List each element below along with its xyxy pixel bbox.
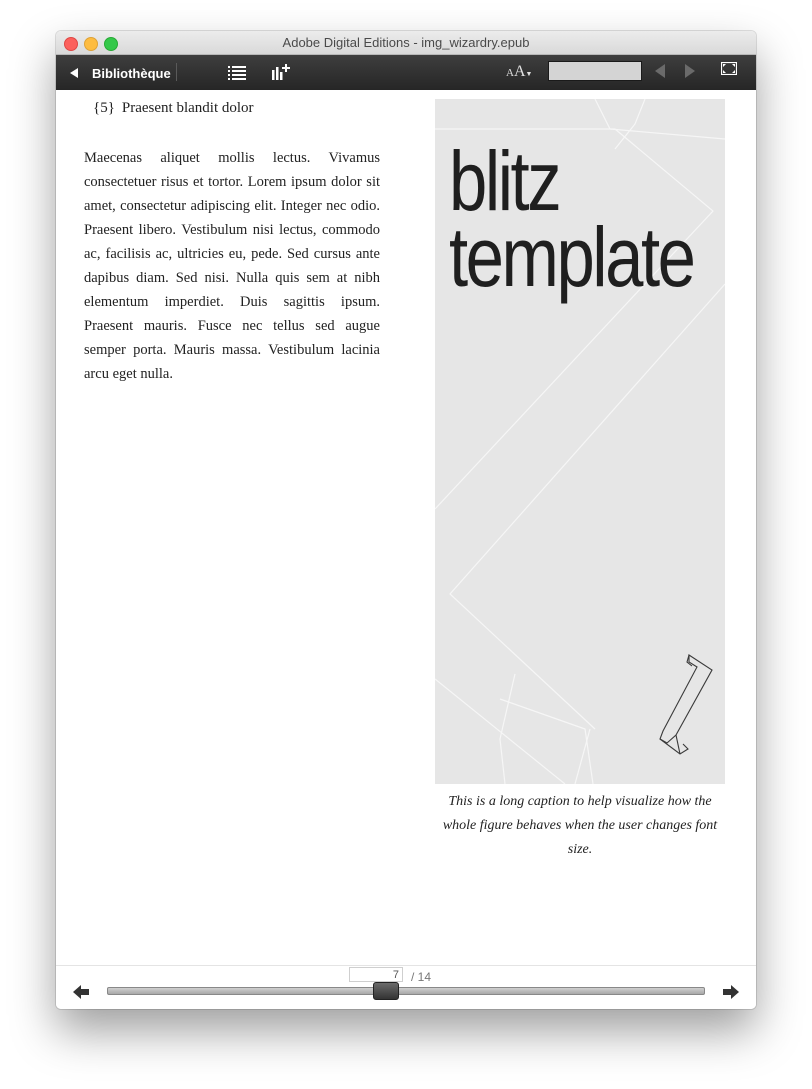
- page-slider-track[interactable]: [107, 987, 705, 995]
- window-title: Adobe Digital Editions - img_wizardry.epub: [282, 35, 530, 50]
- library-back-label: Bibliothèque: [92, 65, 171, 81]
- list-icon[interactable]: [228, 64, 246, 80]
- font-size-button[interactable]: AA▼: [506, 63, 533, 80]
- app-window: [56, 31, 756, 1009]
- next-arrow-icon[interactable]: [685, 64, 695, 78]
- figure-caption: This is a long caption to help visualize how the whole figure behaves when the user changes font size.: [442, 794, 718, 857]
- page-navigation-bar: [56, 965, 756, 1009]
- page-slider-thumb[interactable]: [373, 982, 399, 1000]
- back-arrow-icon: [70, 68, 78, 78]
- figure-title: blitz template: [449, 134, 694, 304]
- section-number: {5}: [93, 100, 115, 116]
- previous-page-arrow-icon[interactable]: [72, 983, 90, 1001]
- fullscreen-icon[interactable]: [721, 62, 737, 75]
- title-bar: [56, 31, 756, 55]
- section-heading: [93, 100, 254, 117]
- previous-arrow-icon[interactable]: [655, 64, 665, 78]
- page-number-input[interactable]: [349, 967, 403, 982]
- add-bookmark-icon[interactable]: [272, 64, 290, 80]
- book-page: [56, 90, 756, 965]
- toolbar-divider: [176, 63, 177, 81]
- font-size-icon: A: [506, 67, 514, 79]
- body-paragraph: Maecenas aliquet mollis lectus. Vivamus consectetuer risus et tortor. Lorem ipsum dolor sit amet, consectetur adipiscing elit. Integer nec odio. Praesent libero. Vestibulum nisi lectus, commodo ac, facilisis ac, ultricies eu, pede. Sed cursus ante dapibus diam. Sed nisi. Nulla quis sem at nibh elementum imperdiet. Duis sagittis ipsum. Praesent mauris. Fusce nec tellus sed augue semper porta. Mauris massa. Vestibulum lacinia arcu eget nulla.: [84, 150, 380, 382]
- reader-toolbar: [56, 55, 756, 90]
- library-back-button[interactable]: [70, 64, 171, 82]
- figure-image: [435, 99, 725, 784]
- next-page-arrow-icon[interactable]: [722, 983, 740, 1001]
- search-input[interactable]: [548, 61, 642, 81]
- page-total-label: / 14: [411, 970, 432, 984]
- section-title: Praesent blandit dolor: [121, 100, 254, 116]
